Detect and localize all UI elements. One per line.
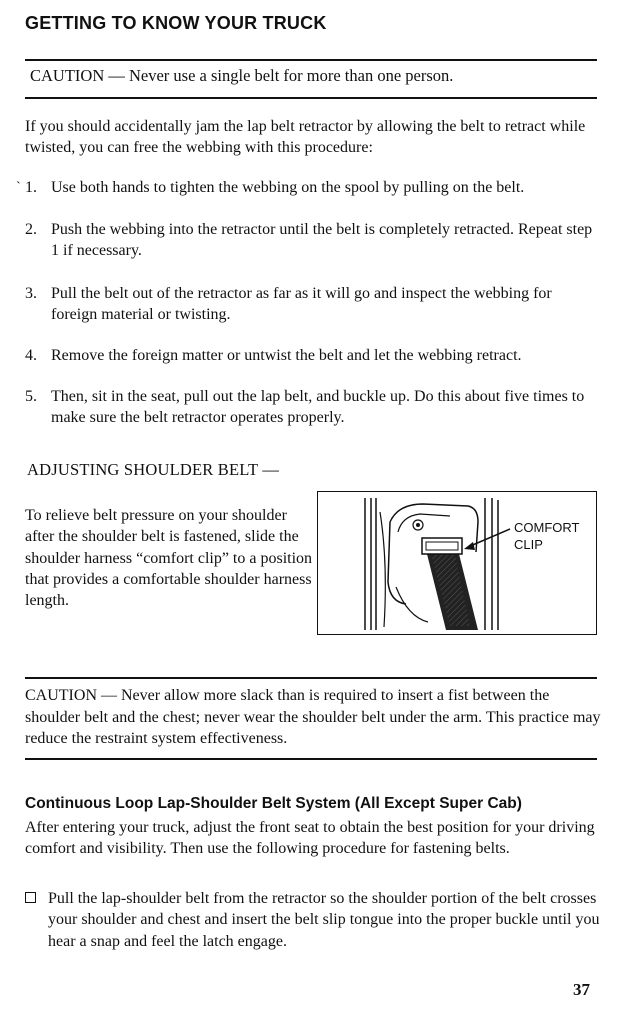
page-number: 37 xyxy=(573,980,590,999)
step-text: Pull the belt out of the retractor as far as it will go and inspect the webbing for foreign material or twisting. xyxy=(51,285,552,323)
step-number: 5. xyxy=(25,388,37,405)
step-text: Push the webbing into the retractor until the belt is completely retracted. Repeat step 1 if necessary. xyxy=(51,221,593,259)
step-number: 2. xyxy=(25,221,37,238)
caution-note: CAUTION — Never use a single belt for more than one person. xyxy=(30,66,454,85)
step-number: 3. xyxy=(25,285,37,302)
intro-paragraph: If you should accidentally jam the lap belt retractor by allowing the belt to retract while twisted, you can free the webbing with this procedure: xyxy=(25,118,586,156)
comfort-clip-figure xyxy=(317,491,597,635)
caution-top-rule xyxy=(25,59,597,61)
section-body: After entering your truck, adjust the front seat to obtain the best position for your driving comfort and visibility. Then use the following procedure for fastening belts. xyxy=(25,819,595,858)
step-number: 4. xyxy=(25,347,37,364)
adjusting-shoulder-belt-text: To relieve belt pressure on your shoulder after the shoulder belt is fastened, slide the shoulder harness “comfort clip” to a position that provides a comfortable shoulder harness length. xyxy=(25,507,313,610)
stray-mark: ` xyxy=(16,180,21,195)
page-heading: GETTING TO KNOW YOUR TRUCK xyxy=(25,13,327,33)
comfort-clip-illustration xyxy=(318,492,595,633)
section-subheading: Continuous Loop Lap-Shoulder Belt System (All Except Super Cab) xyxy=(25,795,522,812)
comfort-clip-label-line2: CLIP xyxy=(514,537,543,552)
caution-slack-note: CAUTION — Never allow more slack than is required to insert a fist between the shoulder belt and the chest; never wear the shoulder belt under the arm. This practice may reduce the restraint system effectiveness. xyxy=(25,687,601,747)
step-number: 1. xyxy=(25,179,37,196)
caution2-bottom-rule xyxy=(25,758,597,760)
caution-bottom-rule xyxy=(25,97,597,99)
step-text: Remove the foreign matter or untwist the belt and let the webbing retract. xyxy=(51,347,522,364)
bullet-text: Pull the lap-shoulder belt from the retractor so the shoulder portion of the belt crosses your shoulder and chest and insert the belt slip tongue into the proper buckle until you hear a snap and feel the latch engage. xyxy=(48,890,600,950)
step-text: Use both hands to tighten the webbing on the spool by pulling on the belt. xyxy=(51,179,525,196)
checkbox-bullet-icon xyxy=(25,892,36,903)
adjusting-shoulder-belt-title: ADJUSTING SHOULDER BELT — xyxy=(27,460,280,479)
caution2-top-rule xyxy=(25,677,597,679)
comfort-clip-label-line1: COMFORT xyxy=(514,520,580,535)
step-text: Then, sit in the seat, pull out the lap belt, and buckle up. Do this about five times to make sure the belt retractor operates properly. xyxy=(51,388,585,426)
